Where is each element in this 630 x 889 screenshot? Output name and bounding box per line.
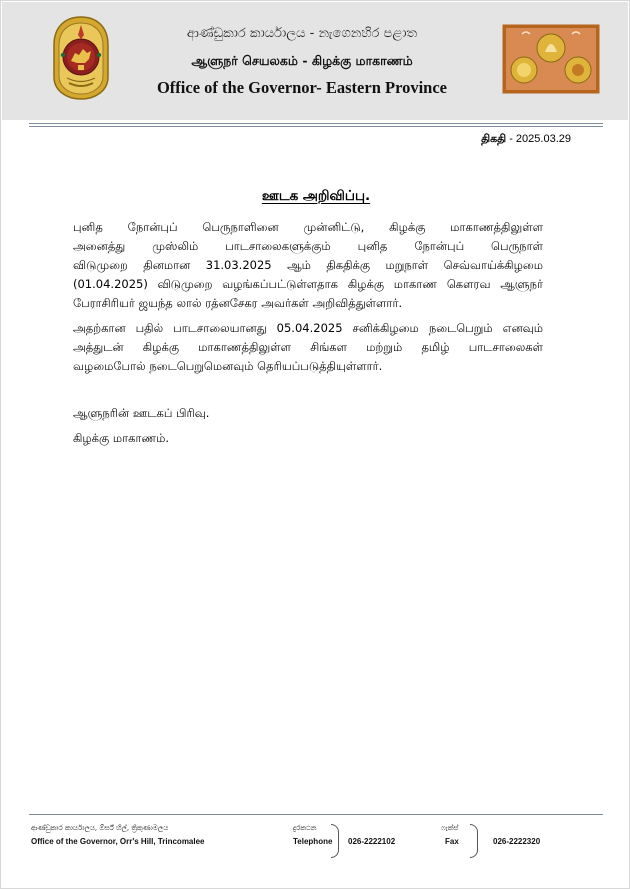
footer-telephone-sinhala: දුරකථන [293,824,317,832]
letterhead-tamil-title: ஆளுநர் செயலகம் - கிழக்கு மாகாணம் [191,53,413,68]
paragraph-2 [73,319,543,376]
date-value: - 2025.03.29 [506,133,571,145]
header-divider-bottom [29,126,603,127]
letterhead-sinhala-title: ආණ්ඩුකාර කාර්යාලය - නැගෙනහිර පළාත [186,26,418,41]
media-notice-title: ஊடக அறிவிப்பு. [261,188,371,204]
eastern-province-flag-icon [502,24,600,94]
footer-fax-label: Fax [445,837,459,846]
footer-fax-sinhala: ෆැක්ස් [441,824,459,832]
header-divider-top [29,123,603,124]
paragraph-2-line: அதற்கான பதில் பாடசாலையானது 05.04.2025 சனிக்கிழமை நடைபெறும் எனவும் [73,321,543,335]
paragraph-1 [73,218,543,313]
footer-telephone-label: Telephone [293,837,333,846]
paragraph-2-line: அத்துடன் கிழக்கு மாகாணத்திலுள்ள சிங்கள மற்றும் தமிழ் பாடசாலைகள் [73,340,543,354]
letterhead [2,2,628,120]
footer-fax-number: 026-2222320 [493,837,541,846]
fax-brace [470,824,478,858]
footer-address-sinhala: ආණ්ඩුකාර කාර්යාලය, ඕර්ස් හිල්, ත්‍රිකුණාමලය [31,824,169,832]
date-line [421,132,571,147]
date-label: திகதி [481,132,507,145]
footer-address-english: Office of the Governor, Orr's Hill, Trincomalee [31,837,205,846]
paragraph-2-line: வழமைபோல் நடைபெறுமெனவும் தெரியப்படுத்தியுள்ளார். [73,359,383,373]
paragraph-1-line: (01.04.2025) விடுமுறை வழங்கப்பட்டுள்ளதாக கிழக்கு மாகாண கௌரவ ஆளுநர் [73,277,543,291]
sign-off-media-unit: ஆளுநரின் ஊடகப் பிரிவு. [73,406,210,420]
paragraph-1-line: புனித நோன்புப் பெருநாளினை முன்னிட்டு, கிழக்கு மாகாணத்திலுள்ள [73,220,543,234]
media-notice-title-row [1,187,630,206]
footer-divider [29,814,603,815]
paragraph-1-line: அனைத்து முஸ்லிம் பாடசாலைகளுக்கும் புனித நோன்புப் பெருநாள் [73,239,543,253]
footer-telephone-number: 026-2222102 [348,837,396,846]
sign-off-province: கிழக்கு மாகாணம். [73,431,170,445]
paragraph-1-line: பேராசிரியர் ஜயந்த லால் ரத்னசேகர அவர்கள் அறிவித்துள்ளார். [73,296,403,310]
sri-lanka-emblem-icon [49,15,113,101]
paragraph-1-line: விடுமுறை தினமான 31.03.2025 ஆம் திகதிக்கு மறுநாள் செவ்வாய்க்கிழமை [73,258,543,272]
telephone-brace [331,824,339,858]
letterhead-english-title: Office of the Governor- Eastern Province [156,78,448,97]
